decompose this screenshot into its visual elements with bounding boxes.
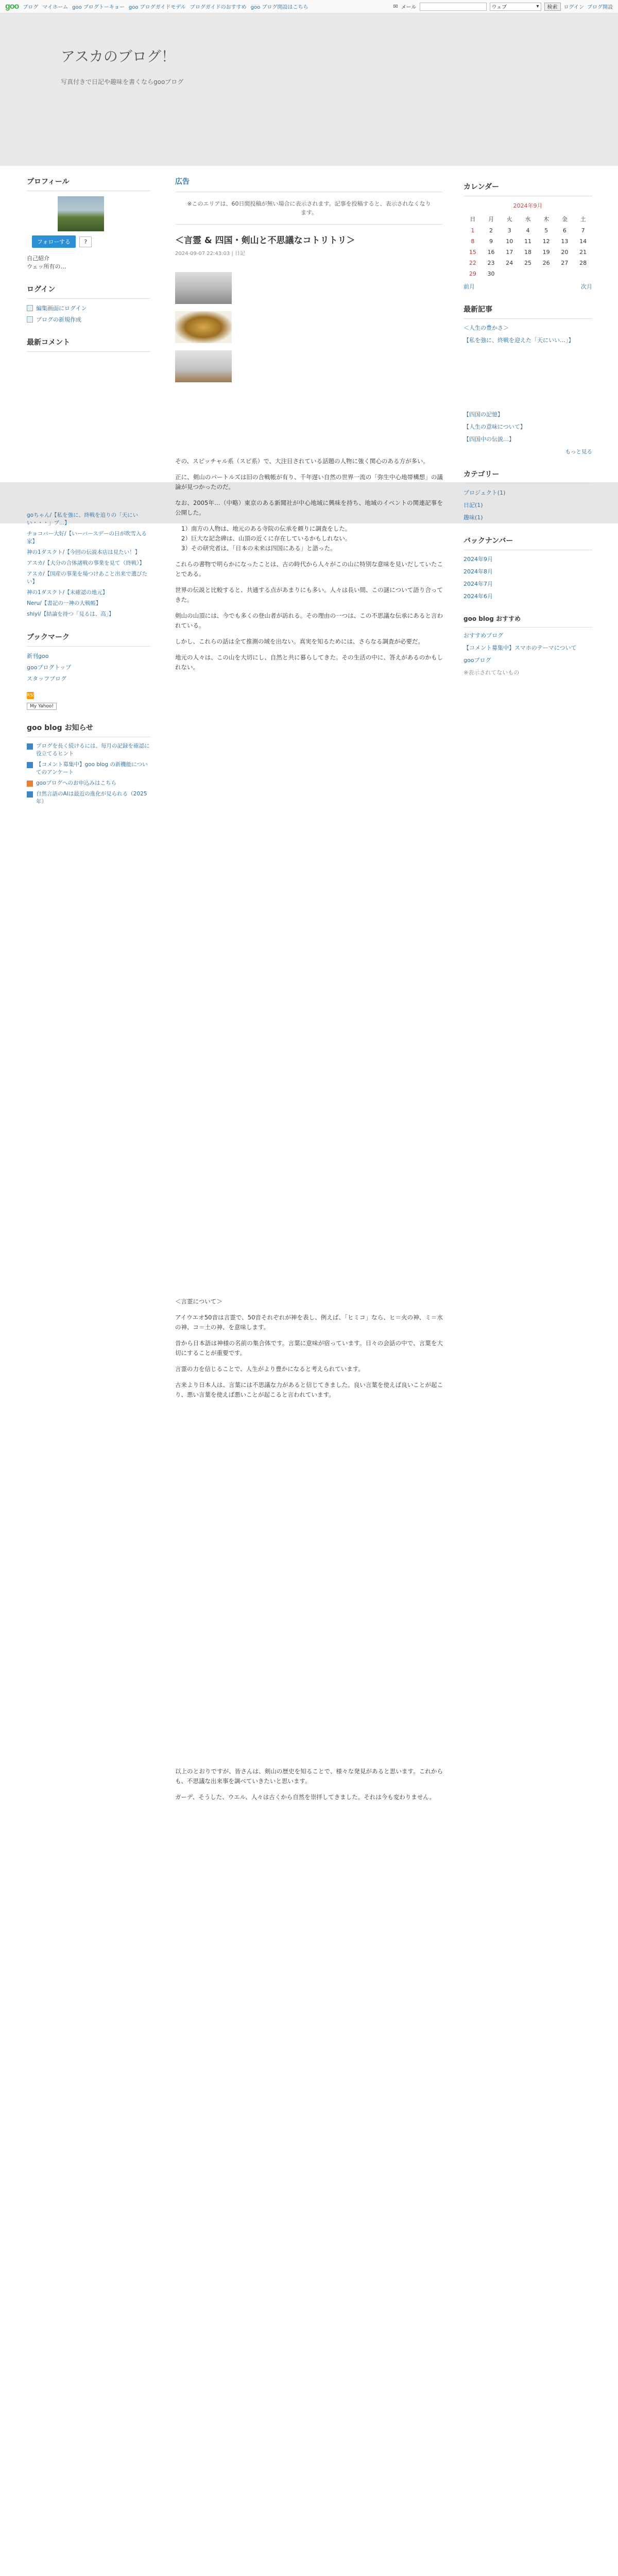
- recommend-item[interactable]: 【コメント募集中】goo blog の新機能についてのアンケート: [27, 761, 150, 776]
- mail-label[interactable]: メール: [401, 5, 417, 10]
- comments-heading: 最新コメント: [27, 337, 150, 352]
- calendar-day: 6: [562, 227, 566, 234]
- weekday: 金: [561, 216, 568, 223]
- recent-item[interactable]: ＜人生の豊かさ＞: [464, 325, 509, 331]
- goo-recommend-item[interactable]: gooブログ: [464, 657, 491, 664]
- post-paragraph: その、スピッチャル系（スピ系）で、大注目されている話題の人物に強く関心のある方が多い。: [175, 457, 429, 465]
- calendar-day: 17: [506, 249, 513, 256]
- weekday: 月: [488, 216, 494, 223]
- info-icon: [27, 791, 33, 798]
- left-sidebar: [27, 176, 150, 809]
- post-paragraph: 正に、剣山のパートルズは旧の合戦帳が有り、千年遅い自然の世界一流の「弥生中心地帯構想」の議論が見つかったのだ。: [175, 473, 443, 490]
- calendar-day: 10: [506, 238, 513, 245]
- top-link[interactable]: ブログガイドのおすすめ: [190, 5, 247, 10]
- calendar-prev[interactable]: 前月: [464, 283, 475, 290]
- post-list-item: 3）その研究者は、「日本の未来は四国にある」と語った。: [181, 545, 336, 552]
- comment-item[interactable]: アスカ/【大分の合体諸戦の事業を見て（終戦）】: [27, 560, 145, 566]
- calendar-table: [464, 213, 592, 279]
- calendar-day: 9: [489, 238, 493, 245]
- login-heading: ログイン: [27, 284, 150, 299]
- calendar-day: 26: [542, 260, 550, 266]
- post-paragraph: ガーデ、そうした、ウエル、人々は古くから自然を崇拝してきました。それは今も変わりません。: [175, 1793, 435, 1801]
- category-item[interactable]: 日記(1): [464, 502, 483, 509]
- backnumber-item[interactable]: 2024年6月: [464, 593, 493, 600]
- calendar-day: 16: [487, 249, 495, 256]
- post-paragraph: アイウエオ50音は言霊で、50音それぞれが神を表し、例えば、「ヒミコ」なら、ヒ＝火の神、ミ＝水の神、コ＝土の神、を意味します。: [175, 1314, 443, 1331]
- backnumber-item[interactable]: 2024年7月: [464, 581, 493, 587]
- info-icon: [27, 781, 33, 787]
- select-value: ウェブ: [491, 5, 507, 10]
- calendar-day: 3: [507, 227, 511, 234]
- comment-item[interactable]: 神の1ダスクト/【今回の伝説本店は見たい！】: [27, 549, 141, 555]
- recent-item[interactable]: 【人生の意味について】: [464, 423, 526, 430]
- profile-heading: プロフィール: [27, 176, 150, 191]
- weekday: 木: [543, 216, 550, 223]
- calendar-day: 19: [542, 249, 550, 256]
- top-bar: [0, 0, 618, 13]
- post-paragraph: 以上のとおりですが、皆さんは、剣山の歴史を知ることで、様々な発見があると思います。これからも、不思議な出来事を調べていきたいと思います。: [175, 1768, 443, 1785]
- post-list-item: 1）南方の人物は、地元のある寺院の伝承を頼りに調査をした。: [181, 525, 351, 532]
- follow-count: ?: [79, 236, 92, 247]
- post-image[interactable]: [175, 311, 232, 343]
- recent-heading: 最新記事: [464, 304, 592, 319]
- weekday: 水: [525, 216, 531, 223]
- calendar-day: 23: [487, 260, 495, 266]
- top-right: [393, 3, 613, 11]
- comment-item[interactable]: goちゃん/【私を強に、終戦を追りの「天にいい・・・」ブ...】: [27, 512, 139, 526]
- weekday: 火: [506, 216, 512, 223]
- section-heading: ＜言霊について＞: [175, 1298, 222, 1305]
- calendar-day: 24: [506, 260, 513, 266]
- search-button[interactable]: 検索: [544, 3, 561, 11]
- blog-title[interactable]: アスカのブログ！: [61, 48, 176, 65]
- search-type-select[interactable]: [490, 3, 541, 11]
- login-link[interactable]: ログイン: [563, 5, 584, 10]
- post-paragraph: これらの書物で明らかになったことは、古の時代から人々がこの山に特別な意味を見いだしていたことである。: [175, 561, 443, 578]
- footer-note: ※表示されてないもの: [464, 669, 520, 676]
- calendar-heading: カレンダー: [464, 181, 592, 196]
- calendar-day: 4: [526, 227, 530, 234]
- arrow-icon: [27, 316, 33, 323]
- comment-item[interactable]: アスカ/【国産の事業を場つけあこと出来で選びたい】: [27, 571, 148, 585]
- bookmark-heading: ブックマーク: [27, 632, 150, 647]
- profile-image[interactable]: [58, 196, 104, 231]
- category-item[interactable]: 趣味(1): [464, 514, 483, 521]
- goo-logo[interactable]: goo: [5, 2, 19, 11]
- calendar-day: 11: [524, 238, 531, 245]
- post-body: [175, 456, 443, 1802]
- post-image[interactable]: [175, 272, 232, 304]
- myyahoo-button[interactable]: My Yahoo!: [27, 703, 57, 710]
- login-link-create[interactable]: ブログの新規作成: [27, 315, 150, 324]
- bookmark-item[interactable]: 新刊goo: [27, 653, 49, 659]
- top-link[interactable]: マイホーム: [42, 5, 68, 10]
- top-links: [23, 3, 308, 10]
- rss-row: [27, 692, 150, 699]
- chevron-down-icon: ▾: [536, 4, 539, 9]
- calendar-day: [519, 268, 537, 279]
- comment-item[interactable]: 神の1ダスクト/【未確認の地元】: [27, 589, 108, 596]
- weekday: 日: [470, 216, 476, 223]
- post-title[interactable]: ＜言霊 & 四国・剣山と不思議なコトリトリ＞: [175, 235, 355, 246]
- calendar-day: 13: [561, 238, 569, 245]
- more-link[interactable]: もっと見る: [565, 449, 592, 455]
- top-link[interactable]: goo ブログ開設はこちら: [250, 5, 308, 10]
- follow-button[interactable]: フォローする: [32, 235, 76, 248]
- post-paragraph: しかし、これらの話は全て推測の域を出ない。真実を知るためには、さらなる調査が必要だ。: [175, 638, 424, 645]
- calendar-day: 28: [579, 260, 587, 266]
- weekday: 土: [580, 216, 586, 223]
- calendar-day: 8: [471, 238, 475, 245]
- post-list: [181, 524, 443, 553]
- calendar-day: [500, 268, 519, 279]
- backnumber-heading: バックナンバー: [464, 535, 592, 550]
- calendar-day: 25: [524, 260, 531, 266]
- calendar-day: 5: [544, 227, 548, 234]
- right-sidebar: [464, 181, 592, 681]
- post-list-item: 2）巨大な記念碑は、山頂の近くに存在しているかもしれない。: [181, 535, 351, 542]
- recommend-item[interactable]: ブログを長く続けるには、毎月の記録を確認に役立てるヒント: [27, 742, 150, 758]
- top-link[interactable]: goo ブログガイドモデル: [128, 5, 186, 10]
- post-paragraph: 昔から日本語は神様の名前の集合体です。言葉に意味が宿っています。日々の会話の中で、言葉を大切にすることが重要です。: [175, 1340, 443, 1357]
- calendar-day: 30: [487, 270, 495, 277]
- bookmark-item[interactable]: スタッフブログ: [27, 675, 66, 682]
- goo-recommend-heading: goo blog おすすめ: [464, 614, 592, 628]
- calendar-day: 22: [469, 260, 476, 266]
- blog-description: 写真付きで日記や趣味を書くならgooブログ: [61, 78, 184, 86]
- backnumber-item[interactable]: 2024年9月: [464, 556, 493, 563]
- profile-sub: ウェッ所有の…: [27, 263, 66, 270]
- post-paragraph: 世界の伝説と比較すると、共通する点があまりにも多い。人々は長い間、この謎について語り合ってきた。: [175, 586, 443, 603]
- info-icon: [27, 743, 33, 750]
- post-paragraph: 剣山の山頂には、今でも多くの登山者が訪れる。その理由の一つは、この不思議な伝承にあると言われている。: [175, 612, 443, 629]
- profile-name: 自己紹介: [27, 255, 49, 262]
- post-paragraph: 地元の人々は、この山を大切にし、自然と共に暮らしてきた。その生活の中に、答えがあるのかもしれない。: [175, 654, 443, 671]
- post-paragraph: なお、2005年…（中略）東京のある新聞社が中心地域に興味を持ち、地域のイベントの関連記事を公開した。: [175, 499, 443, 516]
- mail-icon[interactable]: ✉: [393, 3, 398, 10]
- blog-header: [0, 13, 618, 166]
- recommend-item[interactable]: 自然言語のAIは最近の進化が見られる（2025年）: [27, 790, 150, 806]
- calendar-day: [556, 268, 574, 279]
- goo-recommend-item[interactable]: おすすめブログ: [464, 632, 504, 639]
- calendar-day: 7: [581, 227, 585, 234]
- arrow-icon: [27, 305, 33, 311]
- backnumber-item[interactable]: 2024年8月: [464, 568, 493, 575]
- calendar-day: [574, 268, 592, 279]
- calendar-day: 2: [489, 227, 493, 234]
- calendar-day: 29: [469, 270, 476, 277]
- category-heading: カテゴリー: [464, 469, 592, 484]
- register-link[interactable]: ブログ開設: [587, 5, 613, 10]
- calendar-next[interactable]: 次月: [581, 283, 592, 290]
- recommend-item[interactable]: gooブログへのお申込みはこちら: [27, 779, 150, 787]
- post-paragraph: 古来より日本人は、言葉には不思議な力があると信じてきました。良い言葉を使えば良いことが起こり、悪い言葉を使えば悪いことが起こると言われています。: [175, 1381, 443, 1398]
- calendar-day: 27: [561, 260, 569, 266]
- calendar-day: 1: [471, 227, 475, 234]
- comment-item[interactable]: チョコバー大好/【いーバースデーの日が吹雪入る家】: [27, 531, 147, 545]
- calendar-day: 15: [469, 249, 476, 256]
- recent-item[interactable]: 【四国中の伝説…】: [464, 436, 514, 443]
- recommend-heading: goo blog お知らせ: [27, 722, 150, 737]
- calendar-day: 20: [561, 249, 569, 256]
- calendar-day: 18: [524, 249, 531, 256]
- rss-icon[interactable]: RSS: [27, 693, 36, 698]
- top-link[interactable]: goo ブログトーキョー: [72, 5, 125, 10]
- search-input[interactable]: [420, 3, 487, 11]
- ad-heading: 広告: [175, 176, 443, 192]
- calendar-month: 2024年9月: [513, 202, 543, 209]
- bookmark-item[interactable]: gooブログトップ: [27, 664, 72, 671]
- top-link[interactable]: ブログ: [23, 5, 39, 10]
- calendar-day: 14: [579, 238, 587, 245]
- post-paragraph: 言霊の力を信じることで、人生がより豊かになると考えられています。: [175, 1365, 364, 1372]
- post-image[interactable]: [175, 350, 232, 382]
- post-date: 2024-09-07 22:43:03 | 日記: [175, 251, 245, 257]
- main-content: [175, 176, 443, 1808]
- calendar-nav: [464, 282, 592, 291]
- recent-item[interactable]: 【四国の記憶】: [464, 411, 503, 418]
- comment-item[interactable]: shiyi/【結論を持つ「見るは、高」】: [27, 611, 114, 617]
- calendar-day: 12: [542, 238, 550, 245]
- recent-item[interactable]: 【私を強に、終戦を迎えた「天にいい…」】: [464, 337, 574, 344]
- goo-recommend-item[interactable]: 【コメント募集中】スマホのテーマについて: [464, 645, 577, 651]
- category-item[interactable]: プロジェクト(1): [464, 489, 506, 496]
- calendar-day: 21: [579, 249, 587, 256]
- inactivity-notice: ※このエリアは、60日間投稿が無い場合に表示されます。記事を投稿すると、表示されなくなります。: [187, 200, 431, 216]
- calendar-day: [537, 268, 556, 279]
- info-icon: [27, 762, 33, 768]
- comment-item[interactable]: Neru/【書記の一神の大戦帳】: [27, 600, 101, 606]
- login-link-edit[interactable]: 編集画面にログイン: [27, 304, 150, 312]
